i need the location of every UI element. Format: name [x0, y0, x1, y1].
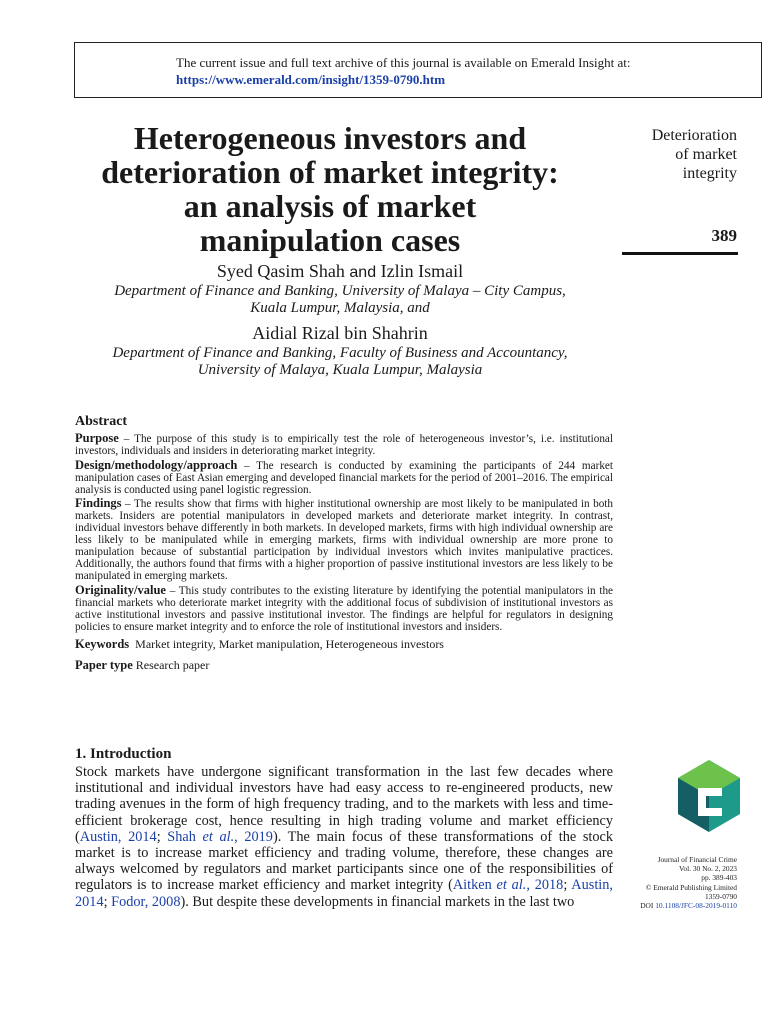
author-name: Izlin Ismail [380, 261, 464, 281]
journal-name: Journal of Financial Crime [657, 855, 737, 864]
doi-label: DOI [640, 901, 654, 911]
introduction-section [75, 746, 613, 910]
abstract-heading: Abstract [75, 414, 128, 429]
citation-etal: et al. [202, 828, 235, 845]
running-head-line: integrity [682, 165, 737, 182]
running-head-line: of market [675, 146, 737, 163]
citation-part: , 2019 [234, 828, 273, 845]
abstract-purpose [75, 430, 613, 458]
affiliation-line: Kuala Lumpur, Malaysia, and [250, 300, 430, 316]
journal-doi [622, 901, 737, 910]
citation-link[interactable]: Austin, 2014 [79, 828, 157, 845]
author-conjunction: and [349, 264, 377, 281]
originality-label: Originality/value [75, 582, 166, 597]
journal-issn: 1359-0790 [704, 891, 737, 901]
archive-banner [74, 42, 762, 98]
citation-part: , 2018 [526, 877, 564, 894]
findings-text: – The results show that firms with higher institutional ownership are most likely to be manipulated in both markets. Insiders are potential manipulators in developed markets and deteriorate market integrity. In contrast, individual investors behave differently in both markets. In developed markets, firms with high individual ownership are less likely to be manipulated while in emerging markets, firms with individual ownership are more prone to manipulation because of substantial participation by individual investors which invites manipulative practices. Additionally, the authors found that firms with a higher proportion of passive institutional investors are less likely to be manipulated in emerging markets. [75, 498, 613, 582]
design-text: – The research is conducted by examining the participants of 244 market manipulation cases of East Asian emerging and developed financial markets for the period of 2001–2016. The empirical analysis is conducted using panel logistic regression. [75, 459, 613, 496]
body-text: Stock markets have undergone significant transformation in the last few decades where institutional and individual investors have had easy access to re-engineered products, new trading avenues in the form of high frequency trading, and to the markets with less and time-efficient brokerage cost, hence resulting in high trading volume and market efficiency ( [75, 764, 613, 845]
article-title [80, 121, 580, 257]
introduction-paragraph [75, 764, 613, 910]
findings-label: Findings [75, 496, 122, 511]
keywords [75, 639, 613, 651]
citation-link[interactable] [453, 877, 563, 893]
emerald-logo-icon [676, 758, 742, 833]
body-text: ). The main focus of these transformations of the stock market is to increase market efficiency and trading volume, therefore, these changes are always welcomed by regulators and market participants since one of the responsibilities of regulators is to increase market efficiency and market integrity ( [75, 828, 613, 894]
abstract-section [75, 416, 613, 672]
journal-info [622, 855, 737, 910]
citation-part: Aitken [452, 877, 497, 894]
paper-type-label: Paper type [75, 658, 133, 673]
body-text: ). But despite these developments in financial markets in the last two [180, 893, 575, 910]
citation-link[interactable]: Fodor, 2008 [111, 893, 181, 910]
citation-etal: et al. [496, 877, 527, 894]
affiliation-line: University of Malaya, Kuala Lumpur, Malaysia [197, 362, 483, 378]
title-line: manipulation cases [199, 222, 461, 258]
abstract-originality [75, 582, 613, 634]
page-number: 389 [711, 226, 737, 245]
abstract-design [75, 457, 613, 497]
separator: ; [156, 828, 168, 845]
abstract-findings [75, 498, 613, 582]
affiliation-2 [80, 345, 600, 379]
citation-link[interactable]: Austin, 2014 [75, 877, 613, 910]
keywords-text: Market integrity, Market manipulation, Heterogeneous investors [135, 637, 444, 652]
introduction-heading: 1. Introduction [75, 746, 172, 762]
author-line-1 [80, 260, 600, 284]
running-head-line: Deterioration [651, 127, 737, 144]
separator: ; [103, 893, 112, 910]
journal-volume: Vol. 30 No. 2, 2023 [679, 864, 737, 874]
margin-rule [622, 252, 738, 255]
purpose-text: – The purpose of this study is to empirically test the role of heterogeneous investor’s, i.e. institutional investors, individuals and insiders in deteriorating market integrity. [75, 432, 613, 457]
design-label: Design/methodology/approach [75, 457, 238, 472]
journal-pages: pp. 389-403 [701, 873, 737, 883]
banner-text: The current issue and full text archive of this journal is available on Emerald Insight at: [176, 55, 631, 70]
author-name: Syed Qasim Shah [216, 261, 345, 281]
affiliation-1 [80, 283, 600, 317]
title-line: Heterogeneous investors and [133, 120, 527, 156]
keywords-label: Keywords [75, 637, 130, 652]
doi-link[interactable]: 10.1108/JFC-08-2019-0110 [655, 901, 737, 911]
journal-url-link[interactable]: https://www.emerald.com/insight/1359-0790.htm [176, 72, 446, 87]
originality-text: – This study contributes to the existing literature by identifying the potential manipulators in the financial markets who deteriorate market integrity with the additional focus of subdivision of institutional investors as active institutional investors and passive institutional investor. The findings are helpful for regulators in designing policies to ensure market integrity and to enforce the role of institutional investors and insiders. [75, 584, 613, 633]
paper-type-text: Research paper [135, 658, 210, 673]
affiliation-line: Department of Finance and Banking, Faculty of Business and Accountancy, [112, 345, 568, 361]
author-line-2 [80, 322, 600, 344]
separator: ; [563, 877, 572, 894]
title-line: deterioration of market integrity: [101, 154, 559, 190]
citation-part: Shah [167, 828, 203, 845]
paper-type [75, 660, 613, 672]
running-head [622, 126, 737, 183]
title-line: an analysis of market [183, 188, 477, 224]
citation-link[interactable] [167, 829, 273, 845]
affiliation-line: Department of Finance and Banking, University of Malaya – City Campus, [114, 283, 566, 299]
purpose-label: Purpose [75, 430, 119, 445]
author-name: Aidial Rizal bin Shahrin [252, 323, 428, 343]
journal-copyright: © Emerald Publishing Limited [645, 882, 737, 892]
